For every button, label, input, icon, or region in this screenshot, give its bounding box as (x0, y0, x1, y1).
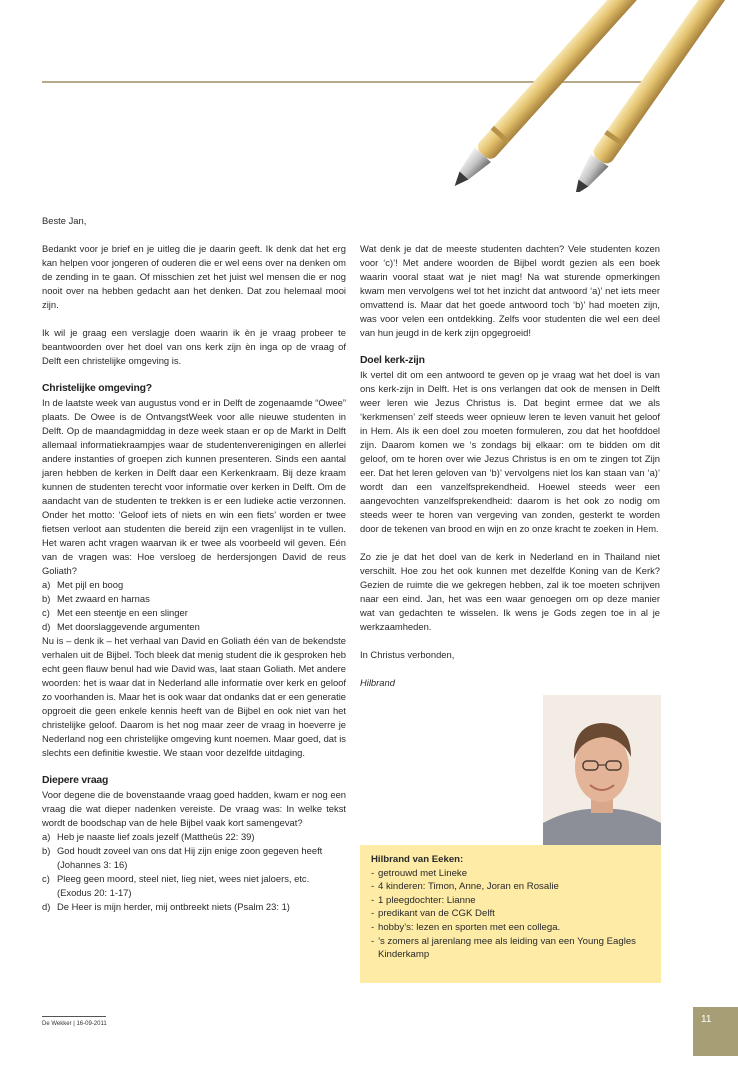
list-item: - predikant van de CGK Delft (371, 908, 495, 920)
body-paragraph: Voor degene die de bovenstaande vraag goed hadden, kwam er nog een vraag die wat dieper nadenken vereiste. De vraag was: In welke tekst wordt de boodschap van de hele Bijbel vaak kort samengevat? (42, 789, 346, 828)
pens-image (430, 0, 738, 192)
bio-list (371, 867, 653, 962)
intro-paragraph: Ik wil je graag een verslagje doen waarin ik èn je vraag probeer te beantwoorden over het doel van ons kerk zijn èn inga op de vraag of Delft een christelijke omgeving is. (42, 327, 346, 366)
closing: In Christus verbonden, (360, 649, 455, 660)
page-number: 11 (693, 1007, 738, 1056)
list-item: d) Met doorslaggevende argumenten (42, 621, 200, 632)
footer-credit: De Wekker | 16-09-2011 (42, 1021, 107, 1027)
greeting: Beste Jan, (42, 215, 87, 226)
author-photo (543, 695, 661, 845)
list-item: - 1 pleegdochter: Lianne (371, 894, 476, 906)
list-item: d) De Heer is mijn herder, mij ontbreekt niets (Psalm 23: 1) (42, 901, 290, 912)
footer-rule (42, 1016, 106, 1017)
list-item: - ’s zomers al jarenlang mee als leiding van een Young Eagles Kinderkamp (371, 935, 636, 961)
body-paragraph: Wat denk je dat de meeste studenten dachten? Vele studenten kozen voor ‘c)’! Met andere woorden de Bijbel wordt gezien als een boek waarin vooral staat wat je niet mag! Na wat sturende opmerkingen kwam men vervolgens wel tot het inzicht dat antwoord ‘a)’ net iets meer omvattend is. Maar dat het goede antwoord toch ‘b)’ had moeten zijn, was voor velen een ontdekking. Zelfs voor studenten die wel een deel van hun jeugd in de kerk zijn opgegroeid! (360, 243, 660, 338)
right-column (360, 242, 660, 690)
bio-box (360, 845, 661, 983)
section-heading: Doel kerk-zijn (360, 355, 425, 366)
intro-paragraph: Bedankt voor je brief en je uitleg die je daarin geeft. Ik denk dat het erg kan helpen voor jongeren of ouderen die er wel eens over na denken om de zending in te gaan. Of misschien zet het juist wel mensen die er nog nooit over na hebben gedacht aan het denken. Dat zou helemaal mooi zijn. (42, 243, 346, 310)
list-item: a) Met pijl en boog (42, 579, 124, 590)
list-item: c) Pleeg geen moord, steel niet, lieg niet, wees niet jaloers, etc. (Exodus 20: 1-17) (42, 873, 310, 898)
list-item: - 4 kinderen: Timon, Anne, Joran en Rosalie (371, 881, 559, 893)
bio-title: Hilbrand van Eeken: (371, 854, 464, 865)
list-item: - getrouwd met Lineke (371, 867, 468, 879)
answer-options (42, 578, 346, 634)
list-item: c) Met een steentje en een slinger (42, 607, 188, 618)
left-column (42, 242, 346, 914)
body-paragraph: Nu is – denk ik – het verhaal van David en Goliath één van de bekendste verhalen uit de Bijbel. Toch bleek dat menig student die ik gesproken heb echt geen flauw benul had wie David was, laat staan Goliath. Met andere woorden: het is waar dat in Nederland alle informatie over kerk en geloof zo voorhanden is. Maar het is ook waar dat ondanks dat er een generatie opgroeit die geen enkele kennis heeft van de Bijbel en ook niet van het christelijke geloof. Daarom is het nog maar zeer de vraag in hoeverre je Nederland nog een christelijke omgeving kunt noemen. Maar goed, dat is slechts een definitie kwestie. We staan voor dezelfde uitdaging. (42, 635, 346, 758)
body-paragraph: Ik vertel dit om een antwoord te geven op je vraag wat het doel is van ons kerk-zijn in Delft. Het is ons verlangen dat ook de mensen in Delft weer leren wie Jezus Christus is. Dat begint ermee dat we als ‘kerkmensen’ zelf steeds weer opnieuw leren te leven vanuit het geloof in Hem. Als ik een doel zou moeten formuleren, zou dat het hoofddoel zijn. Daarom komen we ‘s zondags bij elkaar: om te bidden om dit geloof, om te horen over wie Jezus Christus is en om te zingen tot Zijn eer. Dat het leren geloven van ‘b)’ vervolgens niet los kan staan van ‘a)’ wordt dan een vanzelfsprekendheid. Hoewel steeds weer een aangevochten vanzelfsprekendheid: daarom is het ook zo nodig om steeds weer te horen van vergeving van zonden, gesterkt te worden door de tekenen van brood en wijn en zo onze kracht te zoeken in Hem. (360, 369, 660, 534)
list-item: b) Met zwaard en harnas (42, 593, 150, 604)
body-paragraph: In de laatste week van augustus vond er in Delft de zogenaamde “Owee” plaats. De Owee is de OntvangstWeek voor alle nieuwe studenten in Delft. Op de maandagmiddag in deze week staan er op de Markt in Delft allemaal informatiekraampjes waar de studentenverenigingen en allerlei andere instanties of groepen zich kunnen presenteren. Sinds een aantal jaren hebben de kerken in Delft daar een Kerkenkraam. Bij deze kraam kunnen de studenten terecht voor informatie over kerken in Delft. Om de aandacht van de studenten te trekken is er een ludieke actie verzonnen. Onder het motto: ‘Geloof iets of niets en win een fiets’ worden er twee fietsen verloot aan studenten die bereid zijn een vragenlijst in te vullen. Het waren acht vragen waarvan ik er twee als voorbeeld wil geven. Eén van de vragen was: Hoe versloeg de herdersjongen David de reus Goliath? (42, 397, 346, 576)
list-item: b) God houdt zoveel van ons dat Hij zijn enige zoon gegeven heeft (Johannes 3: 16) (42, 845, 323, 870)
list-item: a) Heb je naaste lief zoals jezelf (Mattheüs 22: 39) (42, 831, 255, 842)
section-heading: Christelijke omgeving? (42, 383, 152, 394)
section-heading: Diepere vraag (42, 775, 109, 786)
answer-options (42, 830, 346, 914)
body-paragraph: Zo zie je dat het doel van de kerk in Nederland en in Thailand niet verschilt. Hoe zou het ook kunnen met dezelfde Koning van de Kerk? Gezien de ruimte die we gekregen hebben, zal ik toe moeten schrijven naar een eind. Jan, het was een waar genoegen om op deze manier wat van gedachten te wisselen. Ik wens je Gods zegen toe in al je werkzaamheden. (360, 551, 660, 632)
list-item: - hobby’s: lezen en sporten met een collega. (371, 921, 561, 933)
signature: Hilbrand (360, 677, 395, 688)
